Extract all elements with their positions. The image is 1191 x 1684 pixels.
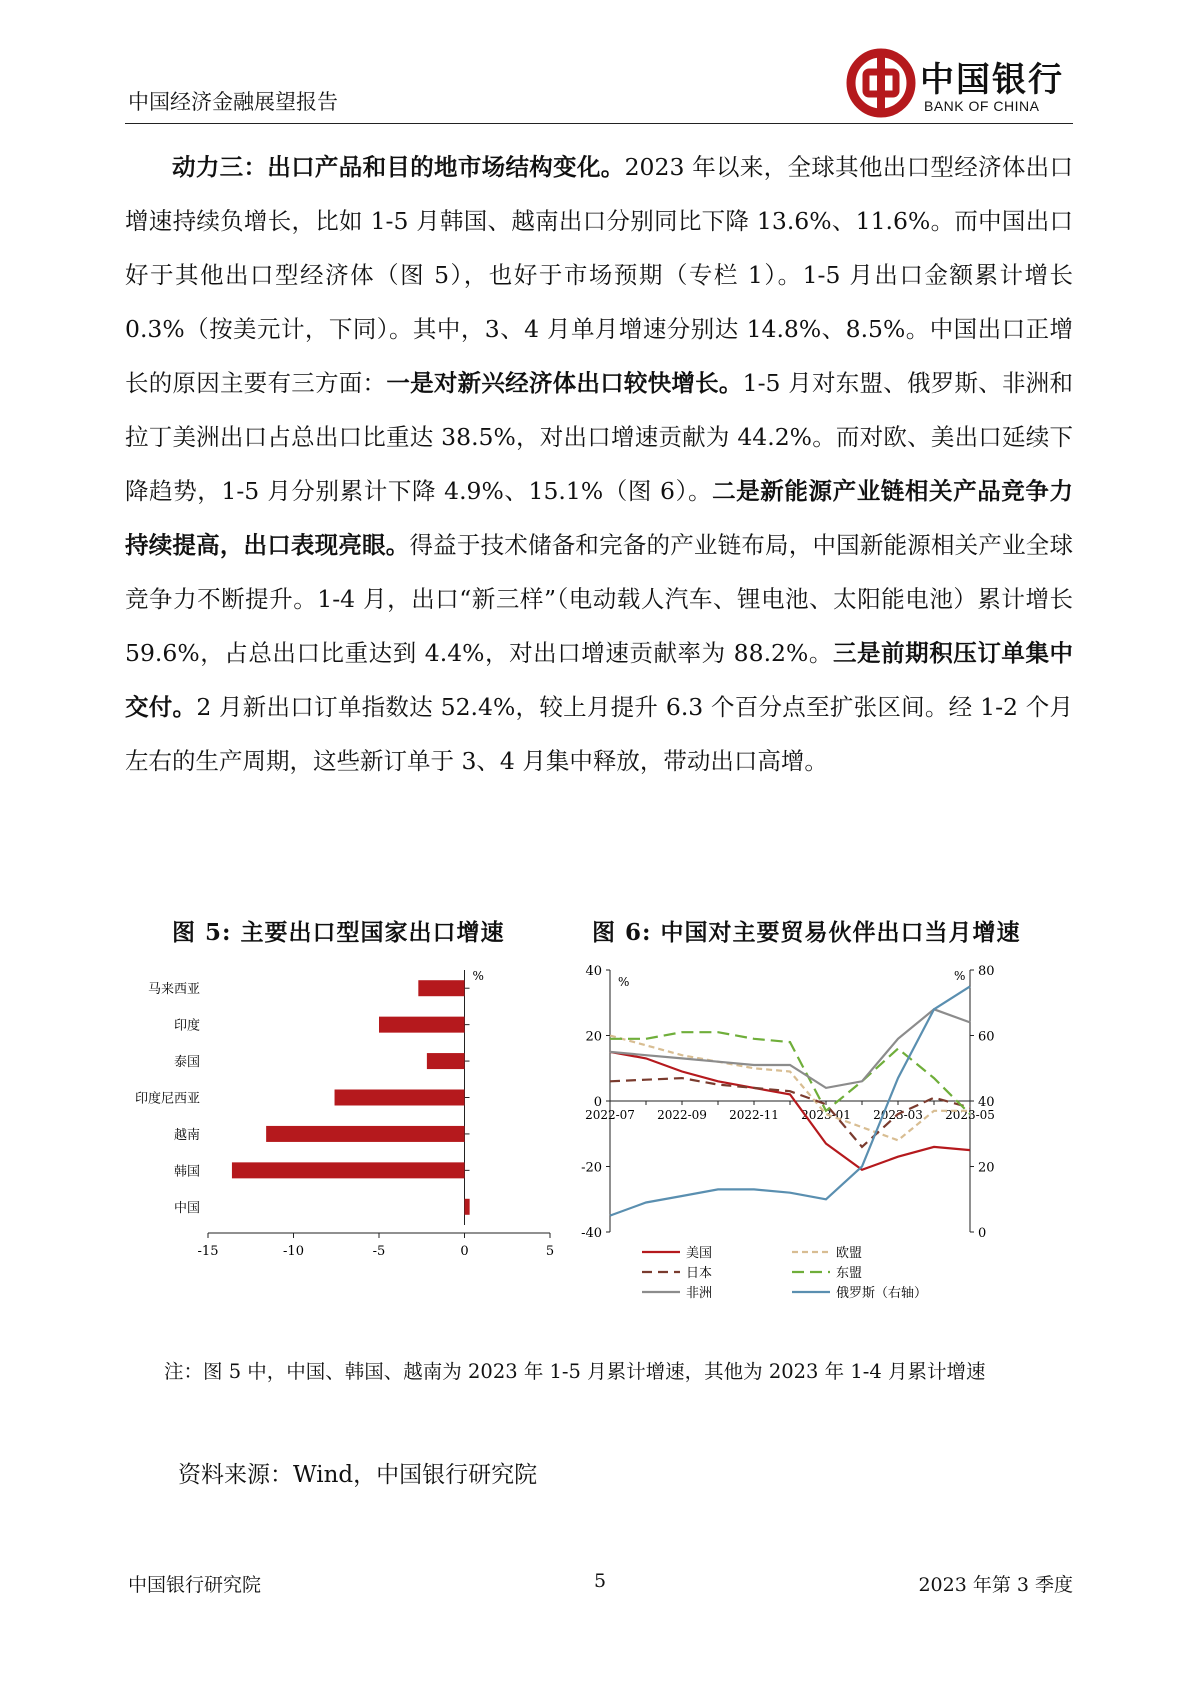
legend-label: 日本 — [686, 1266, 713, 1281]
text-4: 2 月新出口订单指数达 52.4%，较上月提升 6.3 个百分点至扩张区间。经 1-2 个月左右的生产周期，这些新订单于 3、4 月集中释放，带动出口高增。 — [125, 693, 1074, 775]
unit-label: % — [472, 969, 484, 983]
left-tick-label: 40 — [585, 964, 602, 979]
text-3: 得益于技术储备和完备的产业链布局，中国新能源相关产业全球竞争力不断提升。1-4 月，出口“新三样”（电动载人汽车、锂电池、太阳能电池）累计增长 59.6%，占总出口比重达到 4.4%，对出口增速贡献率为 88.2%。 — [125, 531, 1074, 667]
left-unit-label: % — [618, 975, 630, 989]
right-unit-label: % — [954, 969, 966, 983]
category-label: 马来西亚 — [147, 982, 200, 998]
footer-org: 中国银行研究院 — [128, 1574, 262, 1596]
category-label: 印度尼西亚 — [134, 1091, 200, 1107]
left-tick-label: 20 — [585, 1029, 602, 1045]
legend-label: 非洲 — [686, 1286, 713, 1301]
header-rule — [125, 123, 1073, 124]
bar — [266, 1126, 464, 1142]
bar — [465, 1199, 470, 1215]
category-label: 印度 — [173, 1018, 200, 1034]
page-number: 5 — [594, 1570, 607, 1592]
bar — [427, 1053, 465, 1069]
left-tick-label: -20 — [581, 1160, 602, 1176]
category-label: 中国 — [173, 1200, 200, 1216]
x-tick-label: 2023-01 — [801, 1108, 851, 1122]
legend-label: 东盟 — [836, 1266, 863, 1281]
bar — [335, 1090, 465, 1106]
x-tick-label: 2022-11 — [729, 1108, 779, 1122]
x-tick-label: -10 — [283, 1244, 304, 1259]
x-tick-label: -15 — [197, 1244, 219, 1259]
category-label: 越南 — [173, 1127, 200, 1143]
legend-label: 俄罗斯（右轴） — [836, 1286, 928, 1301]
x-tick-label: 5 — [545, 1244, 555, 1259]
series-line — [610, 1036, 970, 1141]
bar — [418, 980, 464, 996]
category-label: 泰国 — [173, 1055, 200, 1071]
category-label: 韩国 — [173, 1164, 200, 1180]
logo-chinese-text: 中国银行 — [920, 60, 1064, 100]
bank-of-china-logo — [846, 48, 1078, 120]
figure-5-title: 图 5: 主要出口型国家出口增速 — [172, 919, 505, 946]
bank-logo-icon — [846, 48, 916, 118]
bar — [379, 1017, 465, 1033]
left-tick-label: -40 — [581, 1226, 602, 1241]
legend-label: 美国 — [686, 1246, 713, 1261]
figure-5-bar-chart — [120, 970, 600, 1340]
report-title: 中国经济金融展望报告 — [128, 90, 338, 114]
x-tick-label: -5 — [372, 1244, 386, 1259]
figure-note: 注：图 5 中，中国、韩国、越南为 2023 年 1-5 月累计增速，其他为 2023 年 1-4 月累计增速 — [164, 1360, 986, 1383]
body-paragraph — [125, 140, 1073, 788]
legend-label: 欧盟 — [836, 1246, 863, 1261]
x-tick-label: 0 — [460, 1244, 469, 1259]
figure-6-title: 图 6: 中国对主要贸易伙伴出口当月增速 — [592, 919, 1021, 946]
right-tick-label: 20 — [978, 1160, 995, 1176]
footer-quarter: 2023 年第 3 季度 — [918, 1574, 1073, 1596]
right-tick-label: 0 — [978, 1226, 987, 1241]
text-2: 1-5 月对东盟、俄罗斯、非洲和拉丁美洲出口占总出口比重达 38.5%，对出口增速贡献为 44.2%。而对欧、美出口延续下降趋势，1-5 月分别累计下降 4.9%、15.1%（图 6）。 — [125, 369, 1074, 505]
bold-lead-2: 一是对新兴经济体出口较快增长。 — [386, 369, 743, 397]
bold-lead-1: 动力三：出口产品和目的地市场结构变化。 — [172, 153, 625, 181]
logo-english-text: BANK OF CHINA — [924, 98, 1040, 114]
right-tick-label: 80 — [978, 964, 995, 979]
left-tick-label: 0 — [593, 1095, 602, 1110]
x-tick-label: 2022-07 — [585, 1108, 635, 1122]
bold-lead-3: 二是新能源产业链相关产品竞争力持续提高，出口表现亮眼。 — [125, 477, 1074, 559]
x-tick-label: 2023-03 — [873, 1108, 923, 1122]
data-source: 资料来源：Wind，中国银行研究院 — [178, 1462, 538, 1488]
right-tick-label: 40 — [978, 1095, 995, 1110]
series-line — [610, 1009, 970, 1088]
x-tick-label: 2023-05 — [945, 1108, 995, 1122]
x-tick-label: 2022-09 — [657, 1108, 707, 1122]
text-1: 2023 年以来，全球其他出口型经济体出口增速持续负增长，比如 1-5 月韩国、越南出口分别同比下降 13.6%、11.6%。而中国出口好于其他出口型经济体（图 5），也好于市场预期（专栏 1）。1-5 月出口金额累计增长 0.3%（按美元计，下同）。其中，3、4 月单月增速分别达 14.8%、8.5%。中国出口正增长的原因主要有三方面： — [125, 153, 1073, 397]
figure-6-line-chart — [581, 964, 1072, 1340]
bold-lead-4: 三是前期积压订单集中交付。 — [125, 639, 1074, 721]
right-tick-label: 60 — [978, 1029, 995, 1045]
bar — [232, 1162, 465, 1178]
